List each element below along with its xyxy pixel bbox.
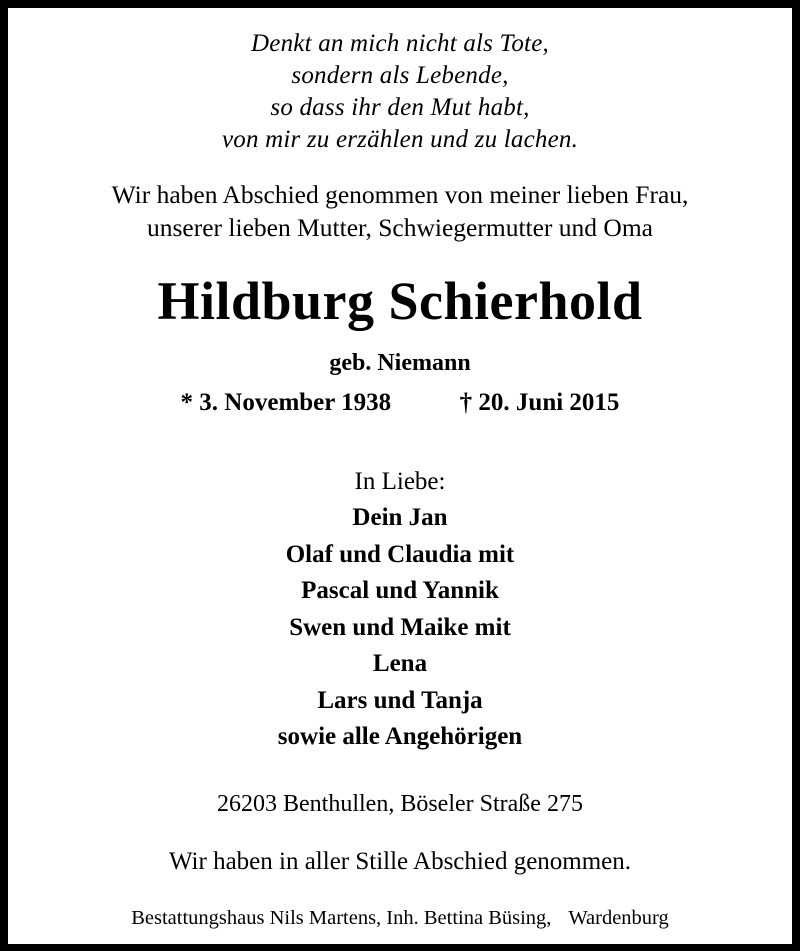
deceased-name: Hildburg Schierhold — [157, 271, 643, 331]
mourner-line-6: Lars und Tanja — [317, 686, 483, 714]
mourner-line-4: Swen und Maike mit — [289, 613, 511, 641]
birth-date: * 3. November 1938 — [180, 389, 392, 416]
funeral-home-credit — [8, 905, 792, 931]
verse-line-1: Denkt an mich nicht als Tote, — [251, 30, 549, 57]
maiden-name: geb. Niemann — [329, 350, 471, 376]
life-dates — [8, 387, 792, 419]
closing-statement: Wir haben in aller Stille Abschied genommen. — [168, 847, 632, 875]
funeral-home-name: Bestattungshaus Nils Martens, Inh. Bettina Büsing, — [131, 906, 552, 929]
mourners-block — [8, 464, 792, 756]
mourners-intro: In Liebe: — [354, 468, 446, 495]
intro-line-1: Wir haben Abschied genommen von meiner lieben Frau, — [111, 180, 689, 209]
address: 26203 Benthullen, Böseler Straße 275 — [217, 790, 583, 817]
mourner-line-3: Pascal und Yannik — [301, 577, 499, 604]
intro-line-2: unserer lieben Mutter, Schwiegermutter und Oma — [147, 213, 653, 242]
death-date: † 20. Juni 2015 — [459, 389, 620, 416]
funeral-home-location: Wardenburg — [568, 906, 669, 929]
verse-line-3: so dass ihr den Mut habt, — [270, 94, 530, 121]
verse-line-4: von mir zu erzählen und zu lachen. — [221, 126, 579, 153]
verse-line-2: sondern als Lebende, — [291, 62, 509, 89]
mourner-line-5: Lena — [372, 650, 428, 677]
obituary-notice — [8, 8, 792, 944]
intro-block — [8, 178, 792, 244]
mourner-line-7: sowie alle Angehörigen — [277, 723, 523, 750]
mourner-line-2: Olaf und Claudia mit — [285, 540, 515, 568]
verse-block — [8, 8, 792, 156]
mourner-line-1: Dein Jan — [352, 504, 448, 531]
